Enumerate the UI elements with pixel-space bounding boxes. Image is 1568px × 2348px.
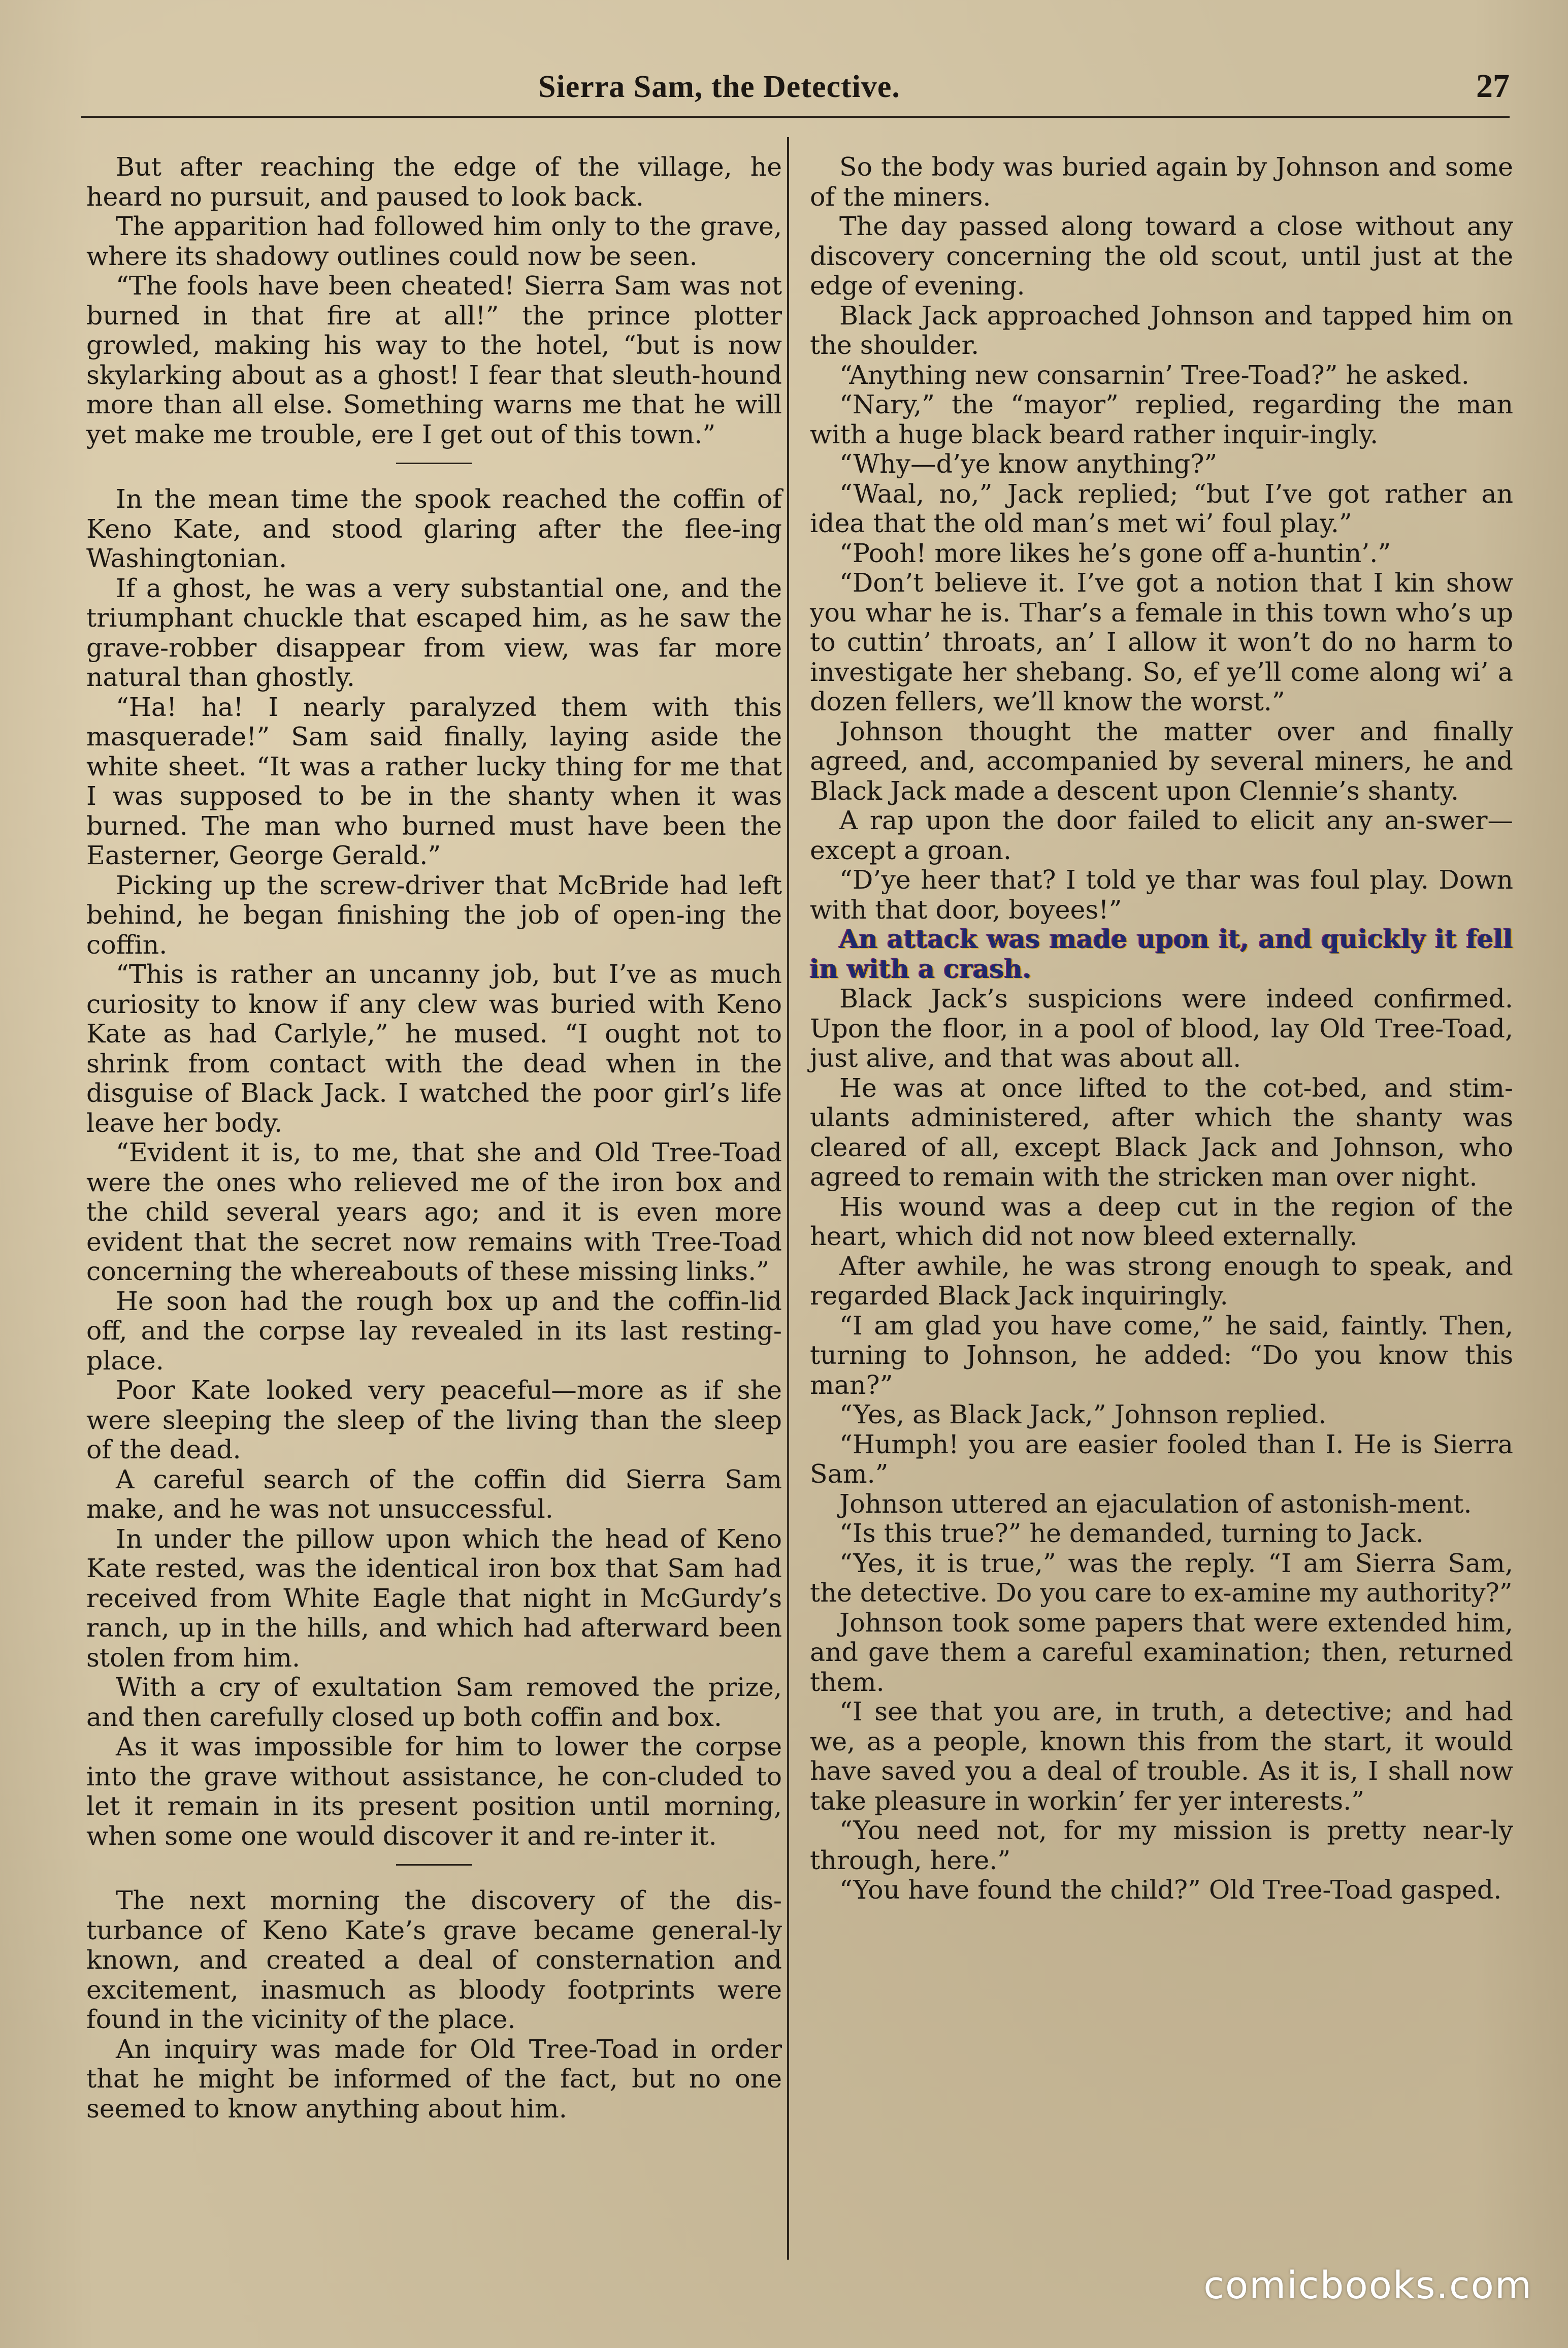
paragraph: “Humph! you are easier fooled than I. He is Sierra Sam.” bbox=[810, 1429, 1513, 1489]
paragraph: Johnson thought the matter over and finally agreed, and, accompanied by several miners, he and Black Jack made a descent upon Clennie’s shanty. bbox=[810, 716, 1513, 806]
paragraph: Black Jack’s suspicions were indeed confirmed. Upon the floor, in a pool of blood, lay Old Tree-Toad, just alive, and that was about all. bbox=[810, 984, 1513, 1073]
paragraph: A rap upon the door failed to elicit any an-swer—except a groan. bbox=[810, 805, 1513, 865]
paragraph: But after reaching the edge of the village, he heard no pursuit, and paused to look back. bbox=[86, 152, 782, 212]
paragraph: He soon had the rough box up and the coffin-lid off, and the corpse lay revealed in its last resting-place. bbox=[86, 1286, 782, 1376]
paragraph: “This is rather an uncanny job, but I’ve as much curiosity to know if any clew was buried with Keno Kate as had Carlyle,” he mused. “I ought not to shrink from contact with the dead when in the disguise of Black Jack. I watched the poor girl’s life leave her body. bbox=[86, 959, 782, 1138]
paragraph: The next morning the discovery of the dis-turbance of Keno Kate’s grave became general-ly known, and created a deal of consternation and excitement, inasmuch as bloody footprints were found in the vicinity of the place. bbox=[86, 1885, 782, 2034]
paragraph: Johnson uttered an ejaculation of astonish-ment. bbox=[839, 1488, 1472, 1519]
paragraph: “Is this true?” he demanded, turning to Jack. bbox=[839, 1518, 1424, 1548]
paragraph: “Waal, no,” Jack replied; “but I’ve got rather an idea that the old man’s met wi’ foul play.” bbox=[810, 478, 1513, 538]
paragraph: “Ha! ha! I nearly paralyzed them with this masquerade!” Sam said finally, laying aside the white sheet. “It was a rather lucky thing for me that I was supposed to be in the shanty when it was burned. The man who burned must have been the Easterner, George Gerald.” bbox=[86, 692, 782, 870]
paragraph: “I am glad you have come,” he said, faintly. Then, turning to Johnson, he added: “Do you know this man?” bbox=[810, 1310, 1513, 1400]
paragraph: “You have found the child?” Old Tree-Toad gasped. bbox=[839, 1875, 1502, 1905]
paragraph: The day passed along toward a close without any discovery concerning the old scout, until just at the edge of evening. bbox=[810, 211, 1513, 301]
right-column bbox=[810, 152, 1513, 2244]
paragraph: “The fools have been cheated! Sierra Sam was not burned in that fire at all!” the prince plotter growled, making his way to the hotel, “but is now skylarking about as a ghost! I fear that sleuth-hound more than all else. Something warns me that he will yet make me trouble, ere I get out of this town.” bbox=[86, 271, 782, 449]
paragraph: If a ghost, he was a very substantial one, and the triumphant chuckle that escaped him, as he saw the grave-robber disappear from view, was far more natural than ghostly. bbox=[86, 573, 782, 692]
paragraph: Poor Kate looked very peaceful—more as if she were sleeping the sleep of the living than the sleep of the dead. bbox=[86, 1375, 782, 1464]
paragraph: As it was impossible for him to lower the corpse into the grave without assistance, he con-cluded to let it remain in its present position until morning, when some one would discover it and re-inter it. bbox=[86, 1732, 782, 1851]
paragraph: “Pooh! more likes he’s gone off a-huntin’.” bbox=[839, 538, 1391, 568]
paragraph: He was at once lifted to the cot-bed, and stim-ulants administered, after which the shanty was cleared of all, except Black Jack and Johnson, who agreed to remain with the stricken man over night. bbox=[810, 1072, 1513, 1192]
running-header bbox=[81, 60, 1510, 118]
running-title: Sierra Sam, the Detective. bbox=[538, 70, 900, 104]
paragraph: In the mean time the spook reached the coffin of Keno Kate, and stood glaring after the flee-ing Washingtonian. bbox=[86, 484, 782, 573]
left-column bbox=[86, 152, 782, 2244]
paragraph: “D’ye heer that? I told ye thar was foul play. Down with that door, boyees!” bbox=[810, 865, 1513, 925]
paragraph: An attack was made upon it, and quickly it fell in with a crash. bbox=[810, 924, 1513, 984]
paragraph: After awhile, he was strong enough to speak, and regarded Black Jack inquiringly. bbox=[810, 1251, 1513, 1311]
section-divider bbox=[396, 1864, 472, 1866]
paragraph: “Why—d’ye know anything?” bbox=[839, 449, 1218, 479]
paragraph: “Yes, as Black Jack,” Johnson replied. bbox=[839, 1399, 1327, 1429]
paragraph: “Anything new consarnin’ Tree-Toad?” he asked. bbox=[839, 360, 1469, 390]
watermark: comicbooks.com bbox=[1203, 2264, 1532, 2307]
paragraph: “Yes, it is true,” was the reply. “I am Sierra Sam, the detective. Do you care to ex-amine my authority?” bbox=[810, 1548, 1513, 1608]
page-number: 27 bbox=[1476, 68, 1510, 105]
paragraph: Black Jack approached Johnson and tapped him on the shoulder. bbox=[810, 300, 1513, 360]
column-rule bbox=[787, 137, 789, 2260]
paragraph: An inquiry was made for Old Tree-Toad in order that he might be informed of the fact, but no one seemed to know anything about him. bbox=[86, 2034, 782, 2124]
paragraph: The apparition had followed him only to the grave, where its shadowy outlines could now be seen. bbox=[86, 211, 782, 271]
paragraph: His wound was a deep cut in the region of the heart, which did not now bleed externally. bbox=[810, 1191, 1513, 1251]
paragraph: “I see that you are, in truth, a detective; and had we, as a people, known this from the start, it would have saved you a deal of trouble. As it is, I shall now take pleasure in workin’ fer yer interests.” bbox=[810, 1697, 1513, 1816]
paragraph: Picking up the screw-driver that McBride had left behind, he began finishing the job of open-ing the coffin. bbox=[86, 870, 782, 960]
paragraph: A careful search of the coffin did Sierra Sam make, and he was not unsuccessful. bbox=[86, 1464, 782, 1524]
paragraph: In under the pillow upon which the head of Keno Kate rested, was the identical iron box that Sam had received from White Eagle that night in McGurdy’s ranch, up in the hills, and which had afterward been stolen from him. bbox=[86, 1523, 782, 1673]
paragraph: “Don’t believe it. I’ve got a notion that I kin show you whar he is. Thar’s a female in this town who’s up to cuttin’ throats, an’ I allow it won’t do no harm to investigate her shebang. So, ef ye’ll come along wi’ a dozen fellers, we’ll know the worst.” bbox=[810, 568, 1513, 716]
paragraph: With a cry of exultation Sam removed the prize, and then carefully closed up both coffin and box. bbox=[86, 1672, 782, 1732]
paragraph: “Nary,” the “mayor” replied, regarding the man with a huge black beard rather inquir-ingly. bbox=[810, 389, 1513, 449]
section-divider bbox=[396, 463, 472, 464]
paragraph: “Evident it is, to me, that she and Old Tree-Toad were the ones who relieved me of the iron box and the child several years ago; and it is even more evident that the secret now remains with Tree-Toad concerning the whereabouts of these missing links.” bbox=[86, 1137, 782, 1286]
paragraph: So the body was buried again by Johnson and some of the miners. bbox=[810, 152, 1513, 212]
paragraph: Johnson took some papers that were extended him, and gave them a careful examination; then, returned them. bbox=[810, 1607, 1513, 1697]
paragraph: “You need not, for my mission is pretty near-ly through, here.” bbox=[810, 1815, 1513, 1875]
